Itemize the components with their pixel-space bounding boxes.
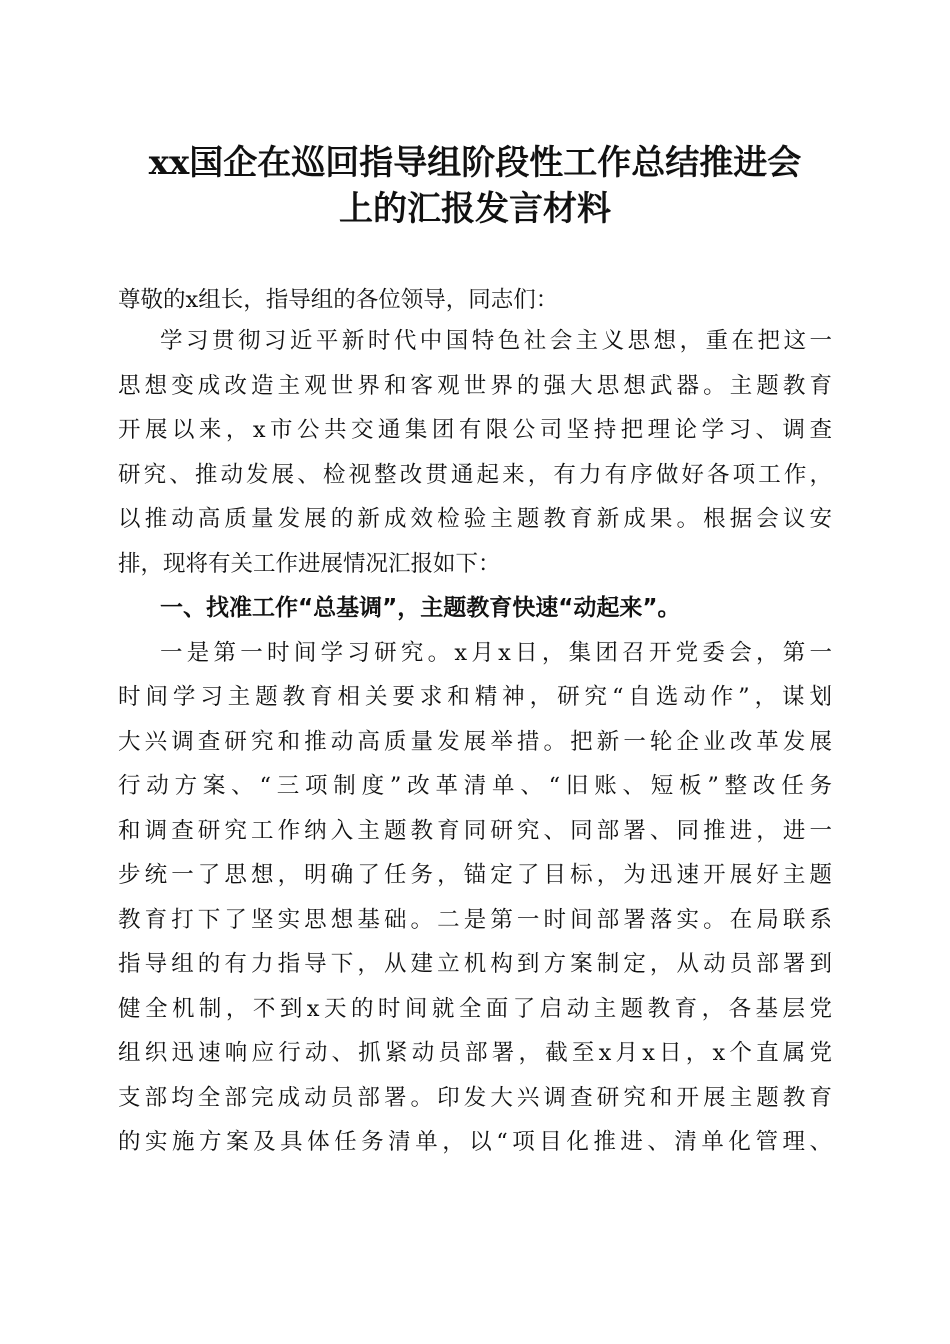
intro-line: 思想变成改造主观世界和客观世界的强大思想武器。主题教育 — [118, 373, 832, 399]
section1-line: 行动方案、“三项制度”改革清单、“旧账、短板”整改任务 — [118, 773, 832, 799]
section1-line: 指导组的有力指导下，从建立机构到方案制定，从动员部署到 — [118, 951, 832, 977]
intro-line: 学习贯彻习近平新时代中国特色社会主义思想，重在把这一 — [160, 328, 832, 354]
intro-line: 以推动高质量发展的新成效检验主题教育新成果。根据会议安 — [118, 506, 832, 532]
intro-line: 研究、推动发展、检视整改贯通起来，有力有序做好各项工作， — [118, 462, 832, 488]
document-title-line-1: xx国企在巡回指导组阶段性工作总结推进会 — [148, 143, 802, 183]
section1-line: 步统一了思想，明确了任务，锚定了目标，为迅速开展好主题 — [118, 862, 832, 888]
section1-line: 组织迅速响应行动、抓紧动员部署，截至x月x日，x个直属党 — [118, 1040, 832, 1066]
document-title-line-2: 上的汇报发言材料 — [339, 189, 611, 229]
section1-line: 健全机制，不到x天的时间就全面了启动主题教育，各基层党 — [118, 996, 832, 1022]
intro-line: 开展以来，x市公共交通集团有限公司坚持把理论学习、调查 — [118, 417, 832, 443]
section1-line: 的实施方案及具体任务清单，以“项目化推进、清单化管理、 — [118, 1129, 832, 1155]
section-heading-1: 一、找准工作“总基调”，主题教育快速“动起来”。 — [160, 595, 681, 621]
section1-line: 教育打下了坚实思想基础。二是第一时间部署落实。在局联系 — [118, 907, 832, 933]
intro-line: 排，现将有关工作进展情况汇报如下： — [118, 551, 501, 577]
section1-line: 时间学习主题教育相关要求和精神，研究“自选动作”，谋划 — [118, 684, 832, 710]
section1-line: 大兴调查研究和推动高质量发展举措。把新一轮企业改革发展 — [118, 729, 832, 755]
section1-line: 一是第一时间学习研究。x月x日，集团召开党委会，第一 — [160, 640, 832, 666]
section1-line: 支部均全部完成动员部署。印发大兴调查研究和开展主题教育 — [118, 1085, 832, 1111]
salutation: 尊敬的x组长，指导组的各位领导，同志们： — [118, 287, 559, 313]
section1-line: 和调查研究工作纳入主题教育同研究、同部署、同推进，进一 — [118, 818, 832, 844]
